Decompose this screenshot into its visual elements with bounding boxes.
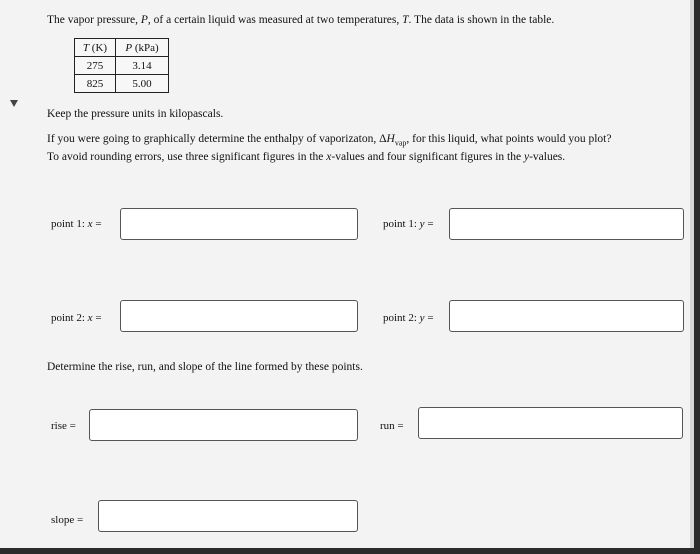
run-input[interactable] xyxy=(418,407,683,439)
var-P: P xyxy=(140,14,148,26)
question-text: If you were going to graphically determine the enthalpy of vaporizaton, $\Delta H_{vap}$, for this liquid, what points would you plot? xyxy=(47,133,612,148)
point1-y-label: point 1: y = xyxy=(383,218,434,230)
units-note: Keep the pressure units in kilopascals. xyxy=(47,108,224,120)
run-label: run = xyxy=(380,420,404,432)
rise-label: rise = xyxy=(51,420,76,432)
table-cell: 825 xyxy=(75,75,116,93)
slope-label: slope = xyxy=(51,514,84,526)
table-row xyxy=(75,75,169,93)
table-cell: 3.14 xyxy=(116,57,169,75)
point1-x-label: point 1: x = xyxy=(51,218,102,230)
rise-run-question: Determine the rise, run, and slope of the line formed by these points. xyxy=(47,361,363,373)
sigfig-note: To avoid rounding errors, use three significant figures in the x-values and four significant figures in the y-values. xyxy=(47,151,566,163)
point2-y-label: point 2: y = xyxy=(383,312,434,324)
intro-part: , of a certain liquid was measured at two temperatures, xyxy=(147,14,403,26)
intro-part: . The data is shown in the table. xyxy=(408,14,555,26)
table-header-t: T (K) xyxy=(75,39,116,57)
table-cell: 5.00 xyxy=(116,75,169,93)
table-row xyxy=(75,57,169,75)
table-header-p: P (kPa) xyxy=(116,39,169,57)
table-header-row xyxy=(75,39,169,57)
point2-x-input[interactable] xyxy=(120,300,358,332)
intro-part: The vapor pressure, xyxy=(47,14,141,26)
point1-x-input[interactable] xyxy=(120,208,358,240)
point1-y-input[interactable] xyxy=(449,208,684,240)
rise-input[interactable] xyxy=(89,409,358,441)
data-table xyxy=(74,38,169,93)
intro-text xyxy=(47,13,554,27)
point2-y-input[interactable] xyxy=(449,300,684,332)
cursor-icon xyxy=(10,100,18,107)
var-T: T xyxy=(402,14,409,26)
point2-x-label: point 2: x = xyxy=(51,312,102,324)
slope-input[interactable] xyxy=(98,500,358,532)
table-cell: 275 xyxy=(75,57,116,75)
